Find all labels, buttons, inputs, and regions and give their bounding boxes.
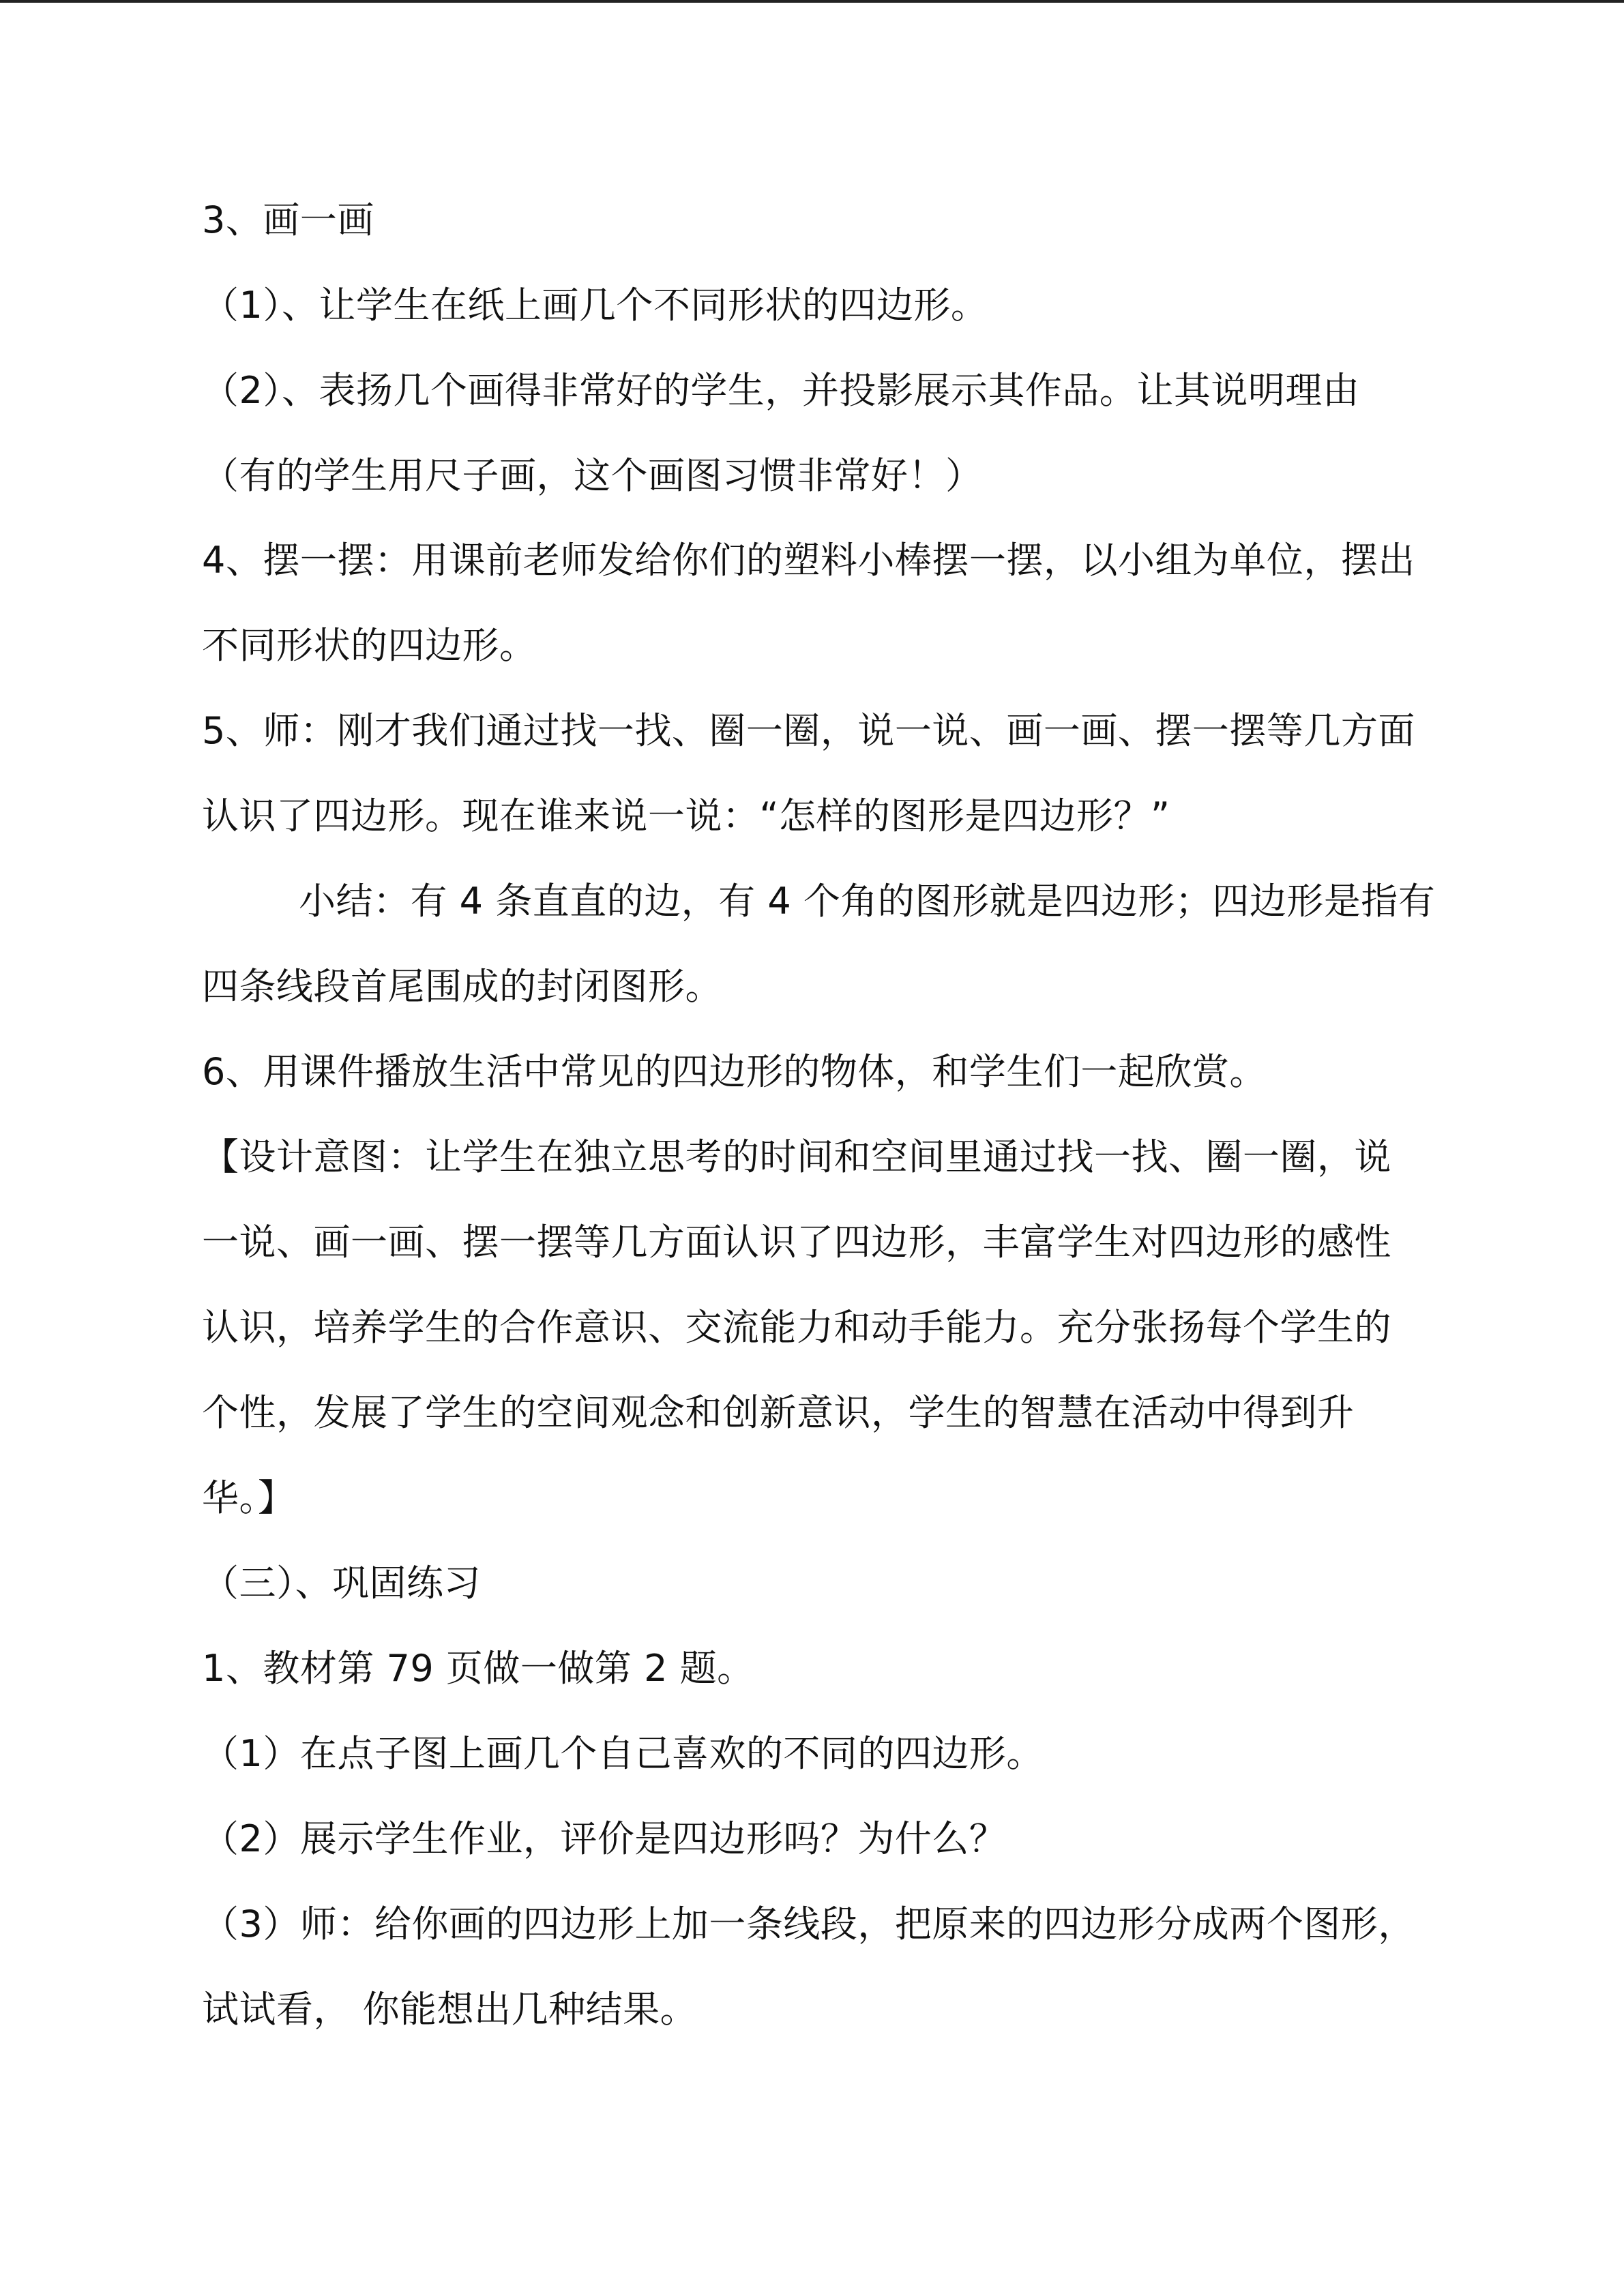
exercise-heading: 1、教材第 79 页做一做第 2 题。 — [202, 1647, 754, 1690]
exercise-item: （3）师：给你画的四边形上加一条线段，把原来的四边形分成两个图形， — [202, 1903, 1415, 1945]
text-line: 认识了四边形。现在谁来说一说：“怎样的图形是四边形？” — [202, 794, 1170, 837]
exercise-item: （2）展示学生作业，评价是四边形吗？为什么？ — [202, 1817, 1007, 1860]
design-intent-line: 个性，发展了学生的空间观念和创新意识，学生的智慧在活动中得到升 — [202, 1391, 1355, 1434]
section-heading-teacher: 5、师：刚才我们通过找一找、圈一圈，说一说、画一画、摆一摆等几方面 — [202, 709, 1415, 752]
section-heading-courseware: 6、用课件播放生活中常见的四边形的物体，和学生们一起欣赏。 — [202, 1050, 1267, 1093]
text-line: 四条线段首尾围成的封闭图形。 — [202, 965, 722, 1008]
exercise-item: （1）在点子图上画几个自己喜欢的不同的四边形。 — [202, 1732, 1044, 1775]
section-heading-arrange: 4、摆一摆：用课前老师发给你们的塑料小棒摆一摆，以小组为单位，摆出 — [202, 539, 1415, 582]
design-intent-line: 华。】 — [202, 1476, 295, 1519]
summary-line: 小结：有 4 条直直的边，有 4 个角的图形就是四边形；四边形是指有 — [299, 880, 1436, 923]
text-line: （1）、让学生在纸上画几个不同形状的四边形。 — [202, 284, 988, 327]
design-intent-line: 一说、画一画、摆一摆等几方面认识了四边形，丰富学生对四边形的感性 — [202, 1221, 1391, 1264]
design-intent-line: 认识，培养学生的合作意识、交流能力和动手能力。充分张扬每个学生的 — [202, 1306, 1391, 1349]
text-line: 不同形状的四边形。 — [202, 624, 537, 667]
text-line: （有的学生用尺子画，这个画图习惯非常好！） — [202, 454, 983, 497]
section-heading-practice: （三）、巩固练习 — [202, 1562, 481, 1605]
text-line: 试试看， 你能想出几种结果。 — [202, 1988, 698, 2031]
design-intent-line: 【设计意图：让学生在独立思考的时间和空间里通过找一找、圈一圈，说 — [202, 1135, 1391, 1178]
text-line: （2）、表扬几个画得非常好的学生，并投影展示其作品。让其说明理由 — [202, 369, 1360, 412]
section-heading-draw: 3、画一画 — [202, 198, 374, 241]
